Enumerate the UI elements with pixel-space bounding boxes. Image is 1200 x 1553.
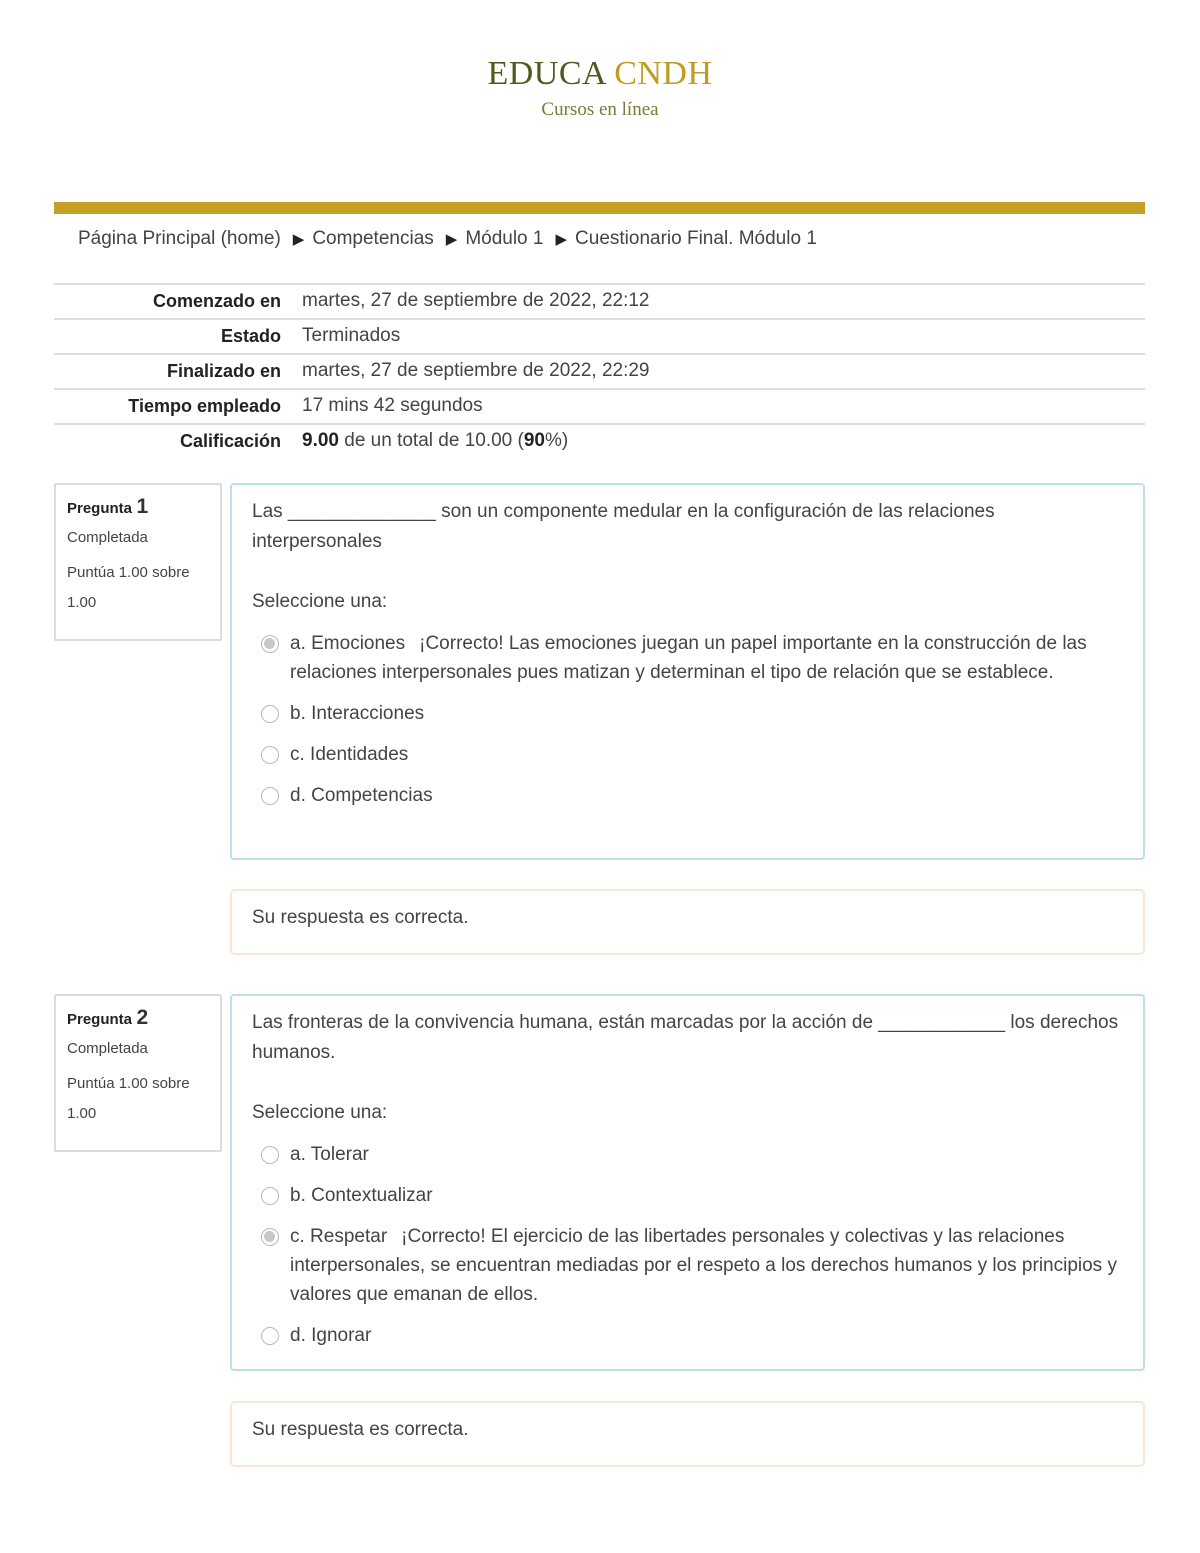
answer-option[interactable] xyxy=(252,740,1123,769)
question-text: Las fronteras de la convivencia humana, están marcadas por la acción de ____________ los derechos humanos. xyxy=(252,1012,1119,1063)
answer-option[interactable] xyxy=(252,699,1123,728)
option-feedback: ¡Correcto! El ejercicio de las libertades personales y colectivas y las relaciones interpersonales, se encuentran mediadas por el respeto a los derechos humanos y los principios y valores que emanan de ellos. xyxy=(290,1226,1117,1305)
summary-row-time xyxy=(54,389,1145,424)
question-text: Las ______________ son un componente medular en la configuración de las relaciones interpersonales xyxy=(252,501,995,552)
brand-educa: EDUCA xyxy=(487,55,606,92)
summary-value xyxy=(301,424,1145,458)
summary-label: Calificación xyxy=(179,430,281,451)
summary-value: Terminados xyxy=(302,325,401,346)
question-number: 1 xyxy=(136,495,149,518)
grade-score: 9.00 xyxy=(302,430,339,451)
grade-end: %) xyxy=(545,430,569,451)
question-state: Completada xyxy=(67,1040,148,1057)
answer-option[interactable] xyxy=(252,629,1123,687)
option-text: b. Contextualizar xyxy=(290,1185,433,1206)
option-text: b. Interacciones xyxy=(290,703,425,724)
breadcrumb xyxy=(78,228,817,250)
option-feedback: ¡Correcto! Las emociones juegan un papel importante en la construcción de las relaciones interpersonales pues matizan y determinan el tipo de relación que se establece. xyxy=(290,633,1087,683)
grade-mid: de un total de 10.00 ( xyxy=(338,430,524,451)
summary-row-finished xyxy=(54,354,1145,389)
breadcrumb-separator-icon: ▶ xyxy=(445,231,458,248)
site-logo[interactable] xyxy=(0,55,1200,93)
accent-bar xyxy=(54,202,1145,214)
site-header xyxy=(0,55,1200,121)
grade-percent: 90 xyxy=(523,430,545,451)
option-text: a. Tolerar xyxy=(290,1144,369,1165)
breadcrumb-separator-icon: ▶ xyxy=(292,231,305,248)
option-text: d. Ignorar xyxy=(290,1325,372,1346)
summary-value: martes, 27 de septiembre de 2022, 22:29 xyxy=(302,360,650,381)
answer-option[interactable] xyxy=(252,1222,1123,1309)
breadcrumb-home[interactable]: Página Principal (home) xyxy=(78,228,281,249)
answer-option[interactable] xyxy=(252,1140,1123,1169)
option-text: c. Identidades xyxy=(290,744,409,765)
question-feedback-1: Su respuesta es correcta. xyxy=(230,889,1145,955)
question-number: 2 xyxy=(136,1006,149,1029)
breadcrumb-separator-icon: ▶ xyxy=(555,231,568,248)
question-feedback-2: Su respuesta es correcta. xyxy=(230,1401,1145,1467)
question-label: Pregunta xyxy=(67,500,133,517)
question-content-2 xyxy=(230,994,1145,1371)
brand-cndh: CNDH xyxy=(614,55,713,92)
answer-option[interactable] xyxy=(252,1321,1123,1350)
radio-button[interactable] xyxy=(261,1146,279,1164)
question-info-1 xyxy=(54,483,222,641)
breadcrumb-competencias[interactable]: Competencias xyxy=(312,228,434,249)
radio-button[interactable] xyxy=(261,1187,279,1205)
summary-row-grade xyxy=(54,424,1145,458)
radio-button[interactable] xyxy=(261,1327,279,1345)
answer-option[interactable] xyxy=(252,1181,1123,1210)
summary-value: 17 mins 42 segundos xyxy=(302,395,483,416)
radio-button[interactable] xyxy=(261,787,279,805)
question-label: Pregunta xyxy=(67,1011,133,1028)
site-tagline: Cursos en línea xyxy=(541,99,659,120)
summary-label: Comenzado en xyxy=(152,290,281,311)
summary-row-state xyxy=(54,319,1145,354)
breadcrumb-modulo[interactable]: Módulo 1 xyxy=(465,228,544,249)
summary-label: Estado xyxy=(220,325,281,346)
summary-value: martes, 27 de septiembre de 2022, 22:12 xyxy=(302,290,650,311)
option-text: d. Competencias xyxy=(290,785,433,806)
option-text: c. Respetar xyxy=(290,1226,388,1247)
summary-label: Finalizado en xyxy=(166,360,281,381)
question-state: Completada xyxy=(67,529,148,546)
attempt-summary-table xyxy=(54,283,1145,458)
radio-button-checked[interactable] xyxy=(261,1228,279,1246)
radio-button[interactable] xyxy=(261,746,279,764)
question-grade: Puntúa 1.00 sobre 1.00 xyxy=(67,564,190,611)
question-grade: Puntúa 1.00 sobre 1.00 xyxy=(67,1075,190,1122)
summary-label: Tiempo empleado xyxy=(128,395,281,416)
summary-row-started xyxy=(54,284,1145,319)
option-text: a. Emociones xyxy=(290,633,406,654)
question-info-2 xyxy=(54,994,222,1152)
breadcrumb-quiz[interactable]: Cuestionario Final. Módulo 1 xyxy=(575,228,817,249)
answer-option[interactable] xyxy=(252,781,1123,810)
radio-button-checked[interactable] xyxy=(261,635,279,653)
question-content-1 xyxy=(230,483,1145,860)
question-prompt: Seleccione una: xyxy=(252,591,388,612)
radio-button[interactable] xyxy=(261,705,279,723)
question-prompt: Seleccione una: xyxy=(252,1102,388,1123)
